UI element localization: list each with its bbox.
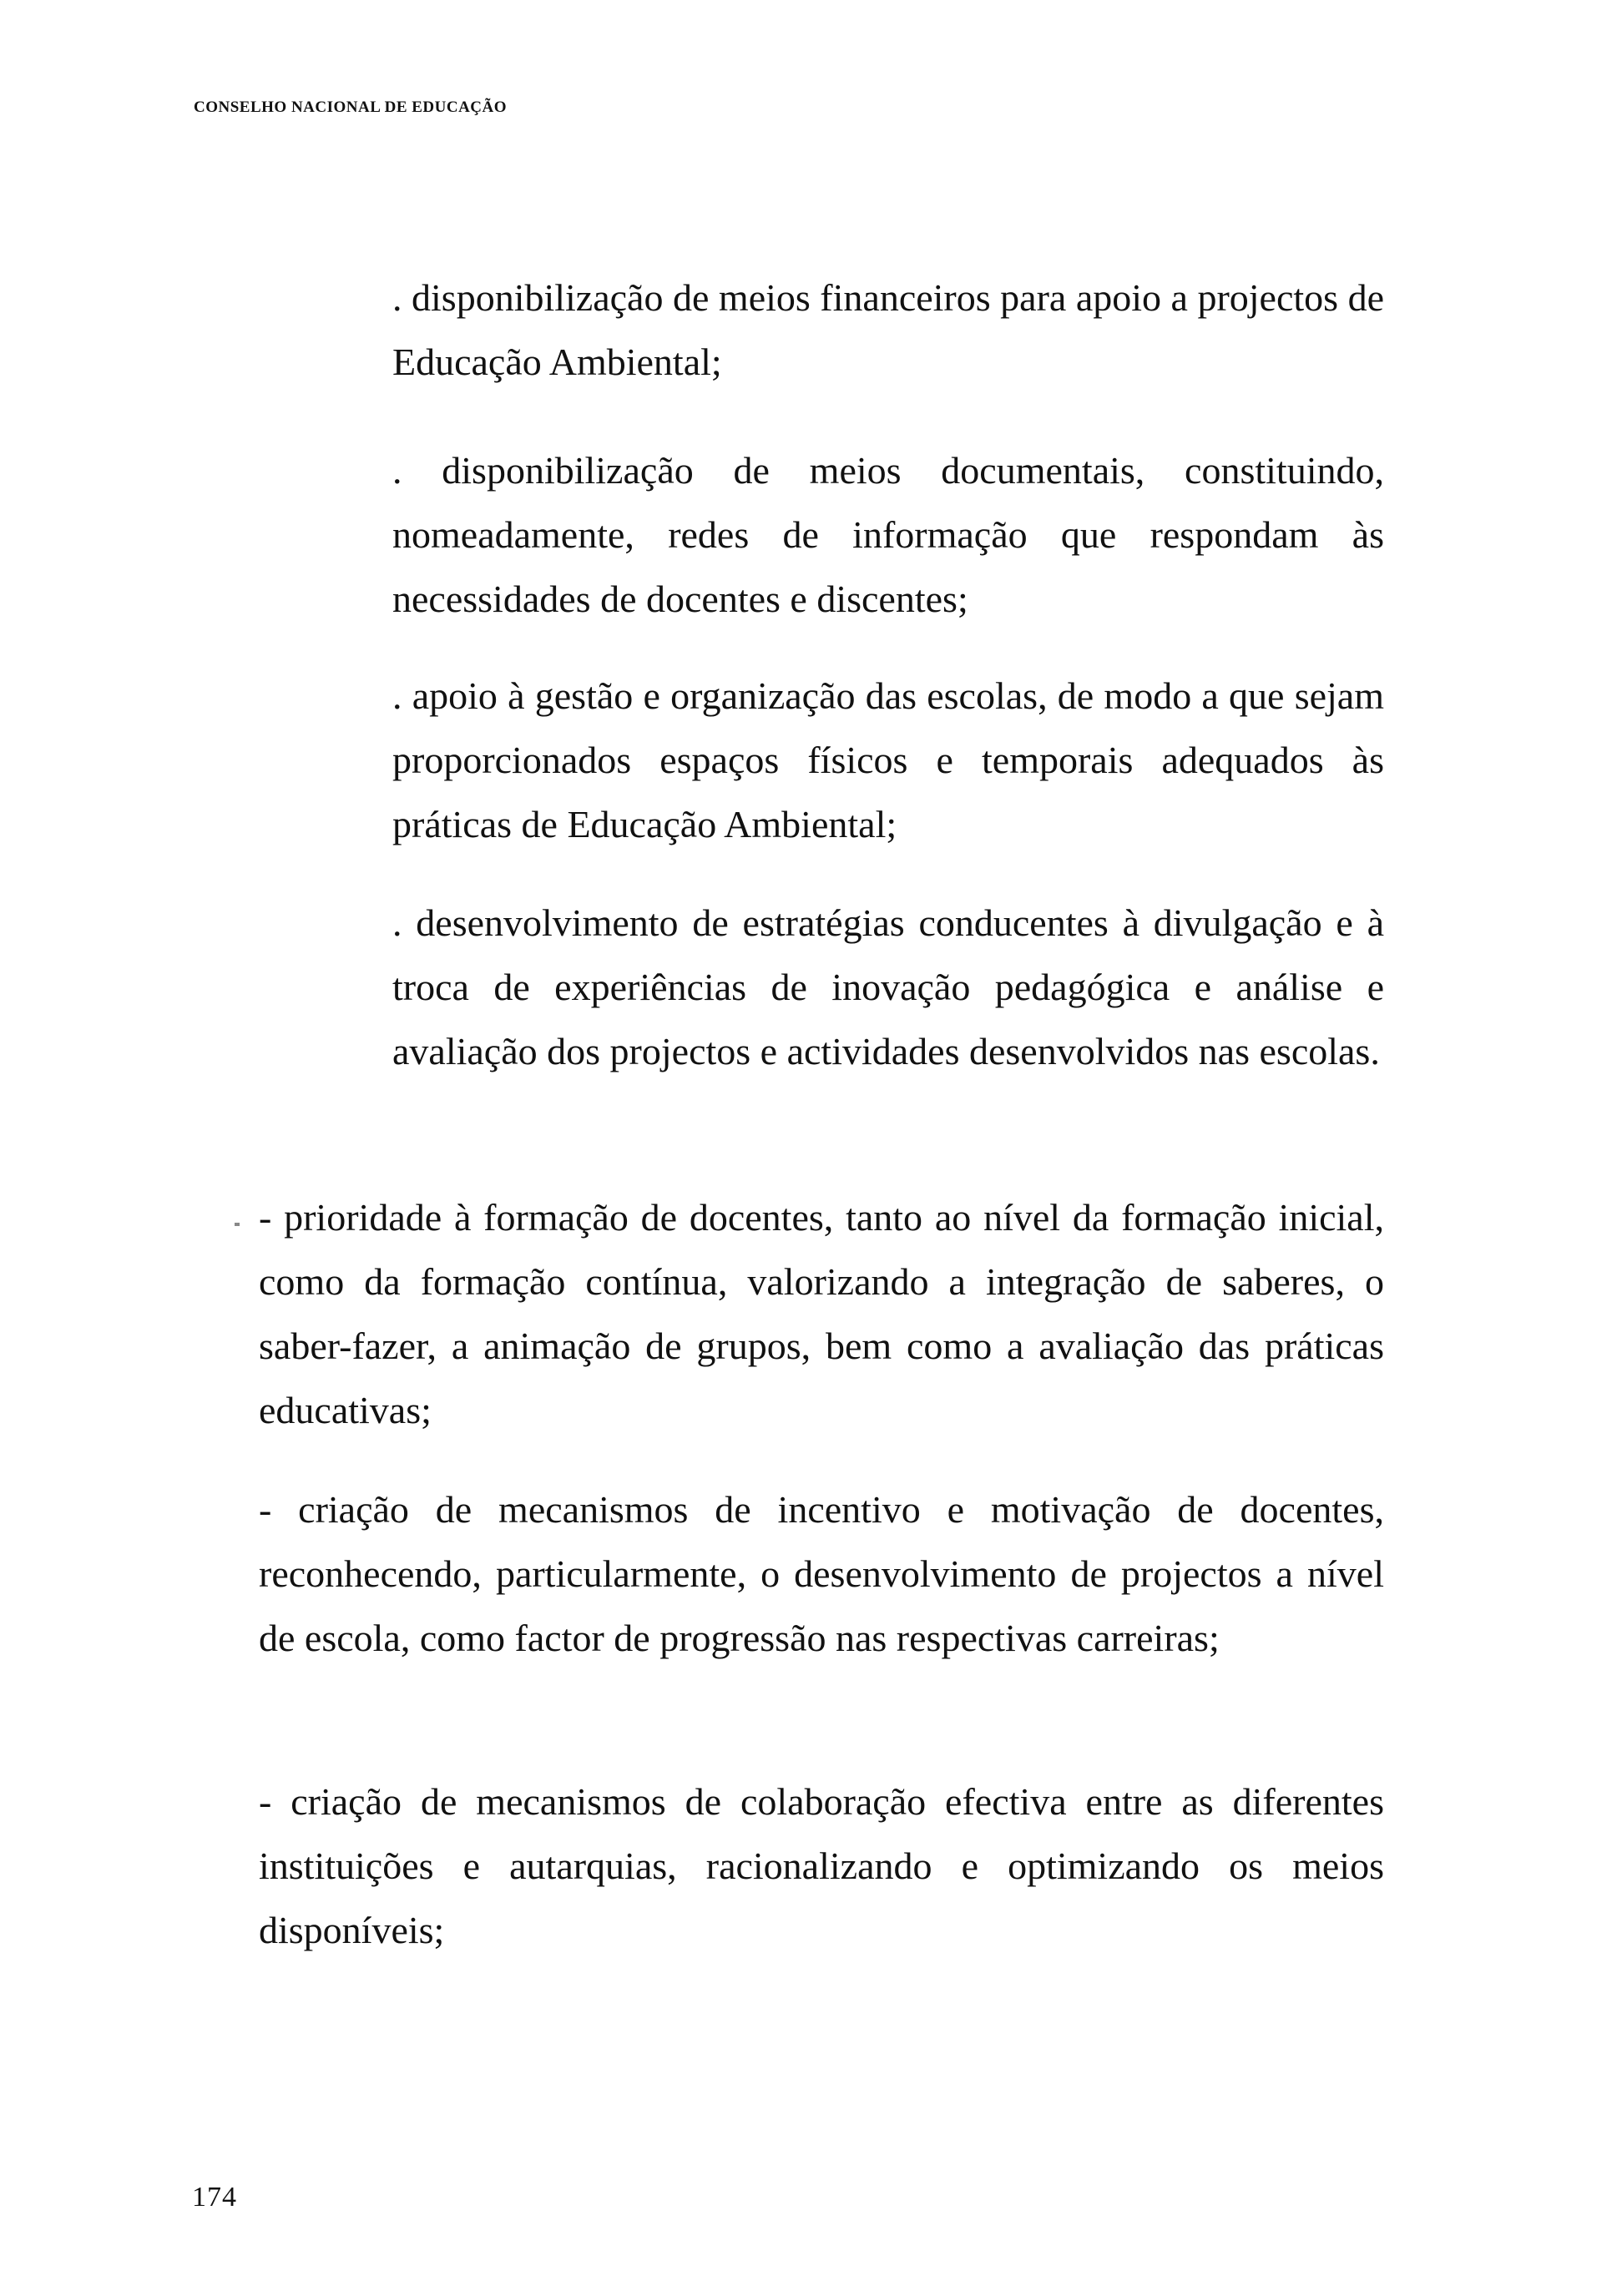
main-item-teacher-training: - prioridade à formação de docentes, tanto ao nível da formação inicial, como da formação contínua, valorizando a integração de saberes, o saber-fazer, a animação de grupos, bem como a avaliação das práticas educativas; — [259, 1196, 1384, 1431]
sub-item-dissemination-strategies: . desenvolvimento de estratégias conducentes à divulgação e à troca de experiências de inovação pedagógica e análise e avaliação dos projectos e actividades desenvolvidos nas escolas. — [392, 901, 1384, 1072]
main-item-incentive-mechanisms: - criação de mecanismos de incentivo e motivação de docentes, reconhecendo, particularmente, o desenvolvimento de projectos a nível de escola, como factor de progressão nas respectivas carreiras; — [259, 1488, 1384, 1659]
running-header: CONSELHO NACIONAL DE EDUCAÇÃO — [194, 98, 508, 116]
page-number: 174 — [192, 2182, 237, 2213]
sub-item-financial-means: . disponibilização de meios financeiros para apoio a projectos de Educação Ambiental; — [392, 276, 1384, 383]
sub-item-documentary-means: . disponibilização de meios documentais, constituindo, nomeadamente, redes de informação que respondam às necessidades de docentes e discentes; — [392, 449, 1384, 620]
sub-item-school-management: . apoio à gestão e organização das escolas, de modo a que sejam proporcionados espaços físicos e temporais adequados às práticas de Educação Ambiental; — [392, 674, 1384, 845]
scan-mark — [235, 1223, 240, 1226]
main-item-collaboration-mechanisms: - criação de mecanismos de colaboração efectiva entre as diferentes instituições e autarquias, racionalizando e optimizando os meios disponíveis; — [259, 1780, 1384, 1951]
